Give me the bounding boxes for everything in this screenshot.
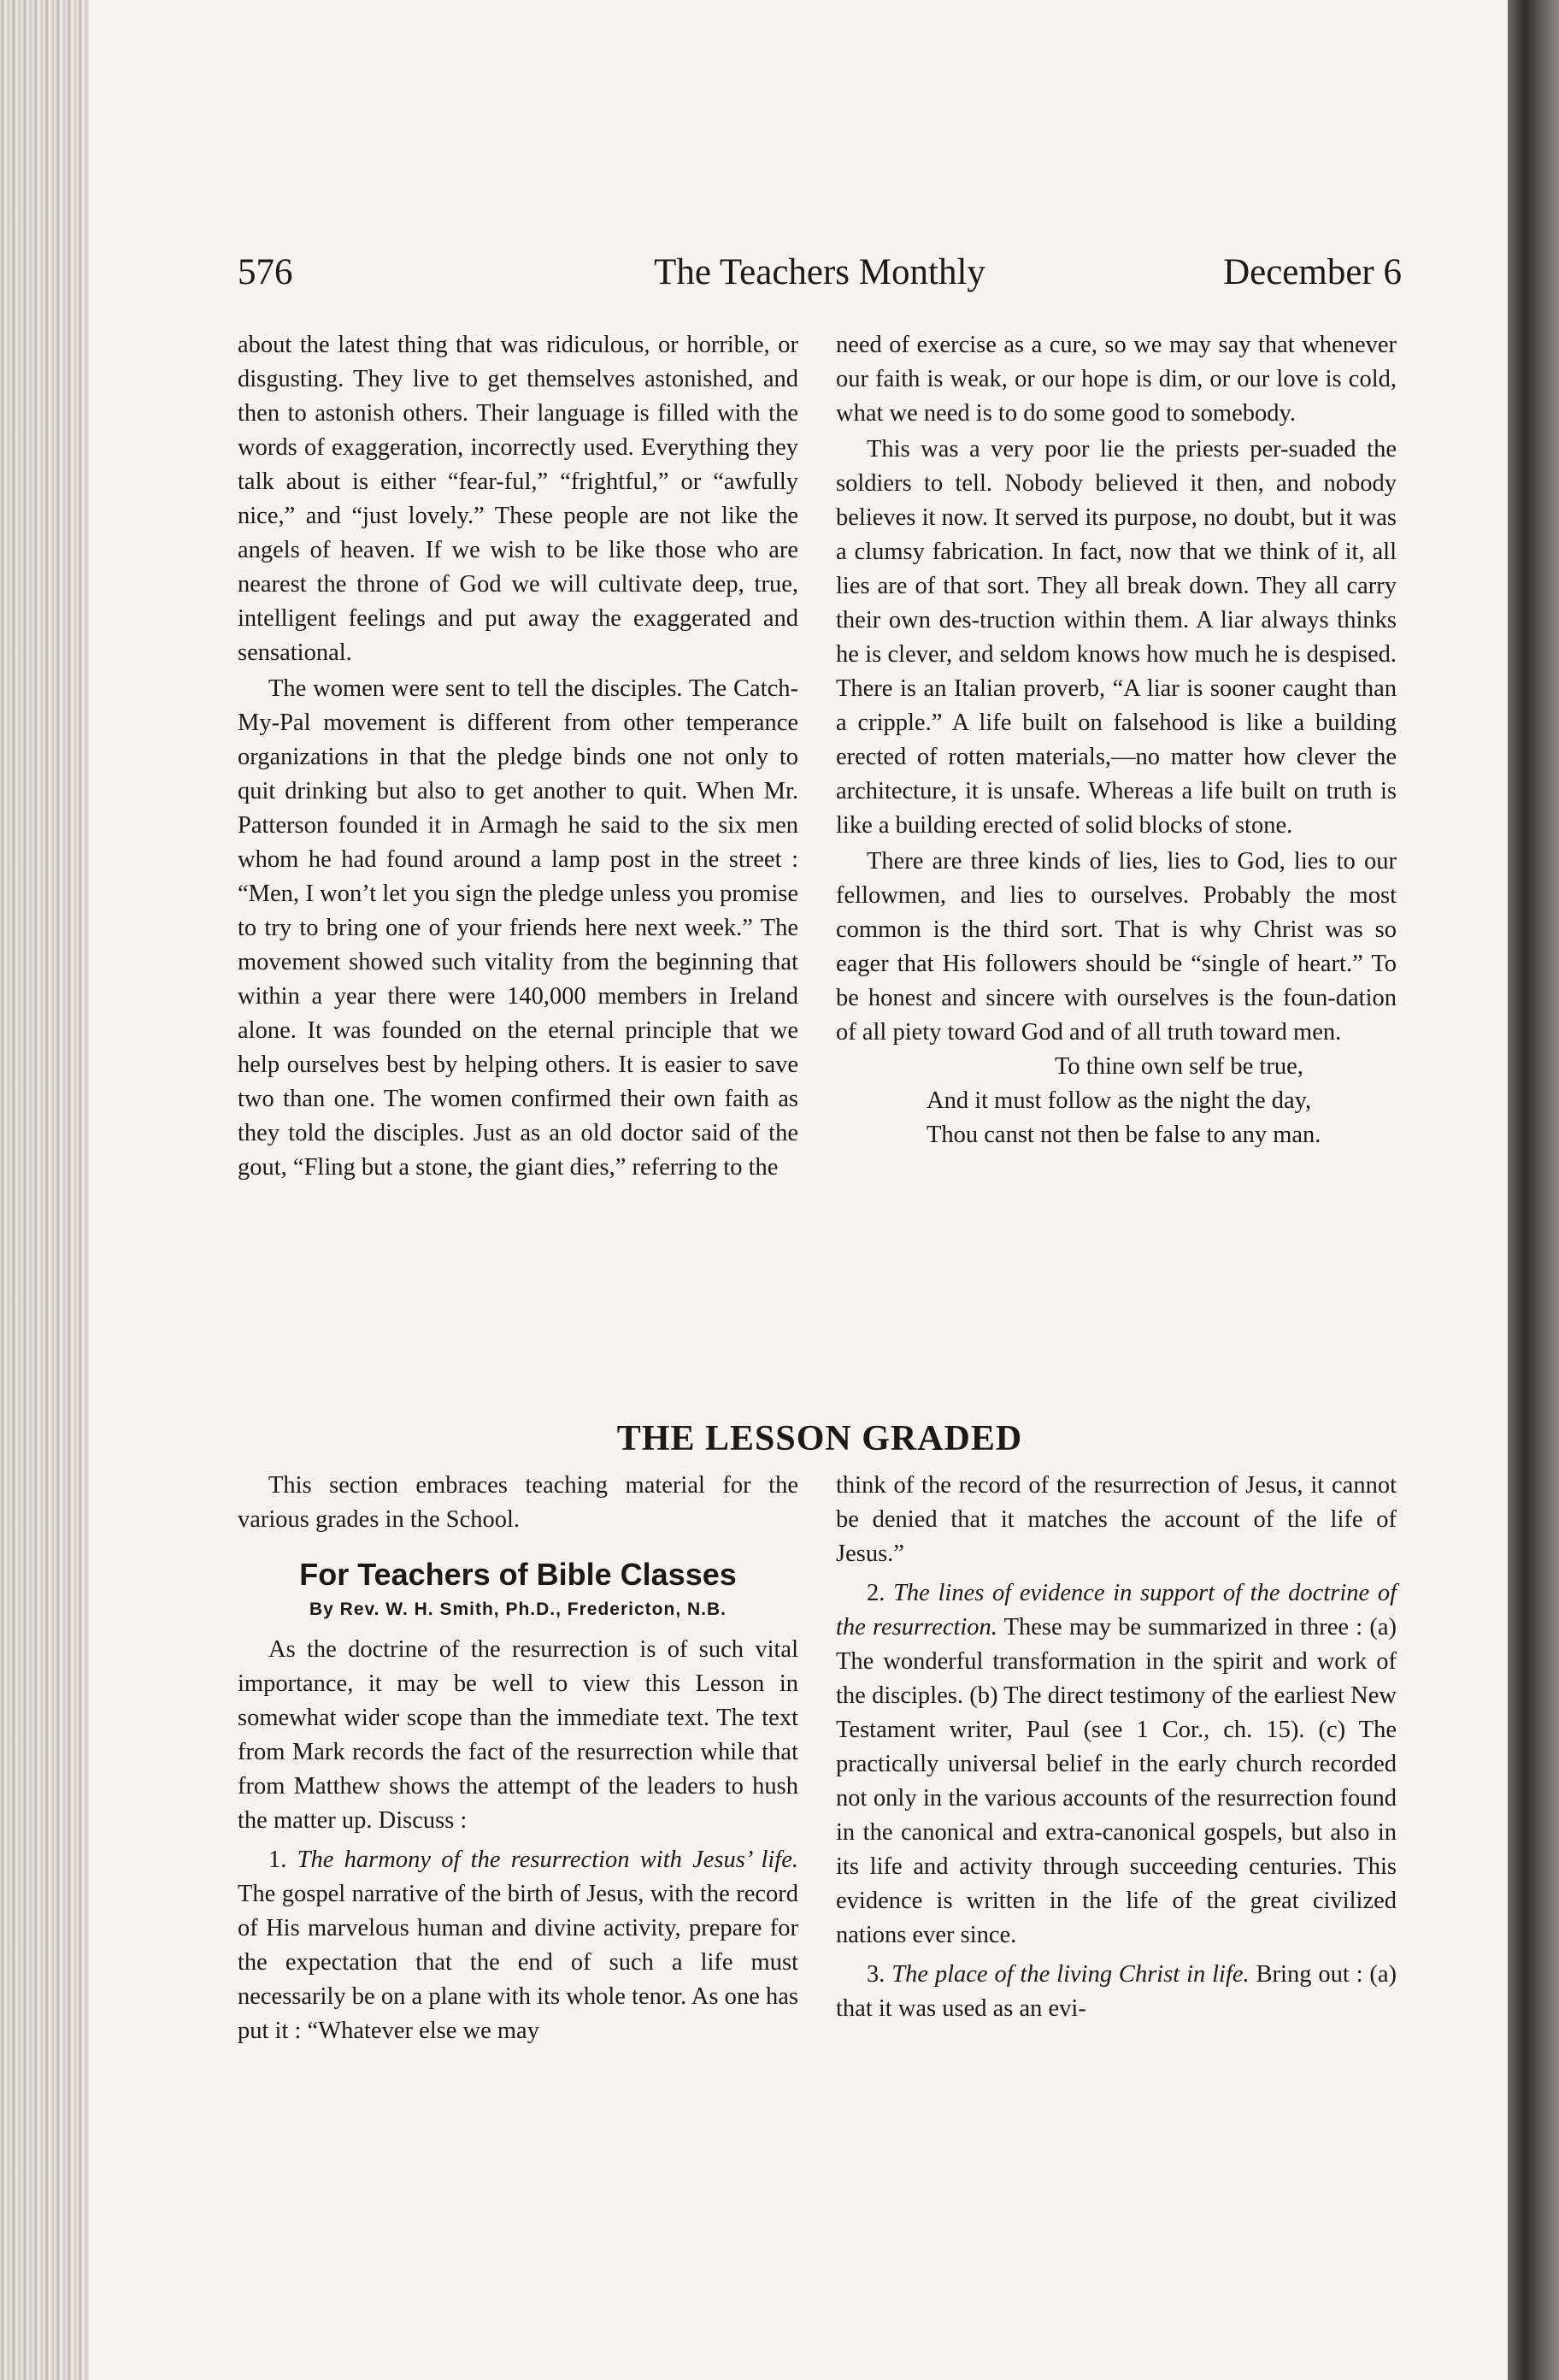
page-number: 576: [238, 252, 293, 292]
verse-line: Thou canst not then be false to any man.: [927, 1122, 1321, 1148]
author-byline: By Rev. W. H. Smith, Ph.D., Fredericton, N.B.: [309, 1599, 727, 1619]
left-column-bottom: [238, 1469, 798, 2048]
item-text: Bring out : (a) that it was used as an evi-: [836, 1961, 1397, 2022]
right-column-top: [836, 328, 1397, 1152]
item-number: 3.: [867, 1961, 885, 1988]
verse-line: To thine own self be true,: [1055, 1053, 1303, 1080]
left-column-top: [238, 328, 798, 1185]
verse-quote: [836, 1050, 1397, 1152]
paragraph: There are three kinds of lies, lies to God, lies to our fellowmen, and lies to ourselves. Probably the most common is the third sort. That is why Christ was so eager that His followers should be “single of heart.” To be honest and sincere with ourselves is the foun-dation of all piety toward God and of all truth toward men.: [836, 848, 1397, 1046]
issue-date: December 6: [1223, 252, 1402, 292]
paragraph: This was a very poor lie the priests per-suaded the soldiers to tell. Nobody believed it then, and nobody believes it now. It served its purpose, no doubt, but it was a clumsy fabrication. In fact, now that we think of it, all lies are of that sort. They all break down. They all carry their own des-truction within them. A liar always thinks he is clever, and seldom knows how much he is despised. There is an Italian proverb, “A liar is sooner caught than a cripple.” A life built on falsehood is like a building erected of rotten materials,—no matter how clever the architecture, it is unsafe. Whereas a life built on truth is like a building erected of solid blocks of stone.: [836, 436, 1397, 839]
paragraph: about the latest thing that was ridiculous, or horrible, or disgusting. They live to get themselves astonished, and then to astonish others. Their language is filled with the words of exaggeration, incorrectly used. Everything they talk about is either “fear-ful,” “frightful,” or “awfully nice,” and “just lovely.” These people are not like the angels of heaven. If we wish to be like those who are nearest the throne of God we will cultivate deep, true, intelligent feelings and put away the exaggerated and sensational.: [238, 332, 798, 666]
item-heading: The place of the living Christ in life.: [891, 1961, 1250, 1988]
paragraph: need of exercise as a cure, so we may say that whenever our faith is weak, or our hope is dim, or our love is cold, what we need is to do some good to somebody.: [836, 332, 1397, 427]
item-heading: The lines of evidence in support of the doctrine of the resurrection.: [836, 1580, 1397, 1641]
item-number: 1.: [268, 1847, 287, 1873]
book-binding-edge: [0, 0, 89, 2380]
numbered-paragraph: [238, 1843, 798, 2048]
item-text: The gospel narrative of the birth of Jesus, with the record of His marvelous human and divine activity, prepare for the expectation that the end of such a life must necessarily be on a plane with its whole tenor. As one has put it : “Whatever else we may: [238, 1881, 798, 2044]
paragraph: think of the record of the resurrection of Jesus, it cannot be denied that it matches the account of the life of Jesus.”: [836, 1472, 1397, 1567]
section-title: THE LESSON GRADED: [616, 1419, 1023, 1458]
numbered-paragraph: [836, 1958, 1397, 2026]
subsection-title: For Teachers of Bible Classes: [299, 1557, 737, 1592]
numbered-paragraph: [836, 1576, 1397, 1953]
page-gutter-shadow: [1508, 0, 1559, 2380]
paragraph: As the doctrine of the resurrection is of such vital importance, it may be well to view this Lesson in somewhat wider scope than the immediate text. The text from Mark records the fact of the resurrection while that from Matthew shows the attempt of the leaders to hush the matter up. Discuss :: [238, 1636, 798, 1834]
paragraph: The women were sent to tell the disciples. The Catch-My-Pal movement is different from other temperance organizations in that the pledge binds one not only to quit drinking but also to get another to quit. When Mr. Patterson founded it in Armagh he said to the six men whom he had found around a lamp post in the street : “Men, I won’t let you sign the pledge unless you promise to try to bring one of your friends here next week.” The movement showed such vitality from the beginning that within a year there were 140,000 members in Ireland alone. It was founded on the eternal principle that we help ourselves best by helping others. It is easier to save two than one. The women confirmed their own faith as they told the disciples. Just as an old doctor said of the gout, “Fling but a stone, the giant dies,” referring to the: [238, 675, 798, 1181]
running-title: The Teachers Monthly: [654, 252, 985, 292]
item-heading: The harmony of the resurrection with Jesus’ life.: [297, 1847, 799, 1873]
verse-line: And it must follow as the night the day,: [927, 1087, 1312, 1114]
right-column-bottom: [836, 1469, 1397, 2026]
item-number: 2.: [867, 1580, 885, 1606]
page-header: [238, 246, 1402, 299]
section-intro: This section embraces teaching material for the various grades in the School.: [238, 1472, 798, 1533]
item-text: These may be summarized in three : (a) The wonderful transformation in the spirit and work of the disciples. (b) The direct testimony of the earliest New Testament writer, Paul (see 1 Cor., ch. 15). (c) The practically universal belief in the early church recorded not only in the various accounts of the resurrection found in the canonical and extra-canonical gospels, but also in its life and activity through succeeding centuries. This evidence is written in the life of the great civilized nations ever since.: [836, 1614, 1397, 1948]
